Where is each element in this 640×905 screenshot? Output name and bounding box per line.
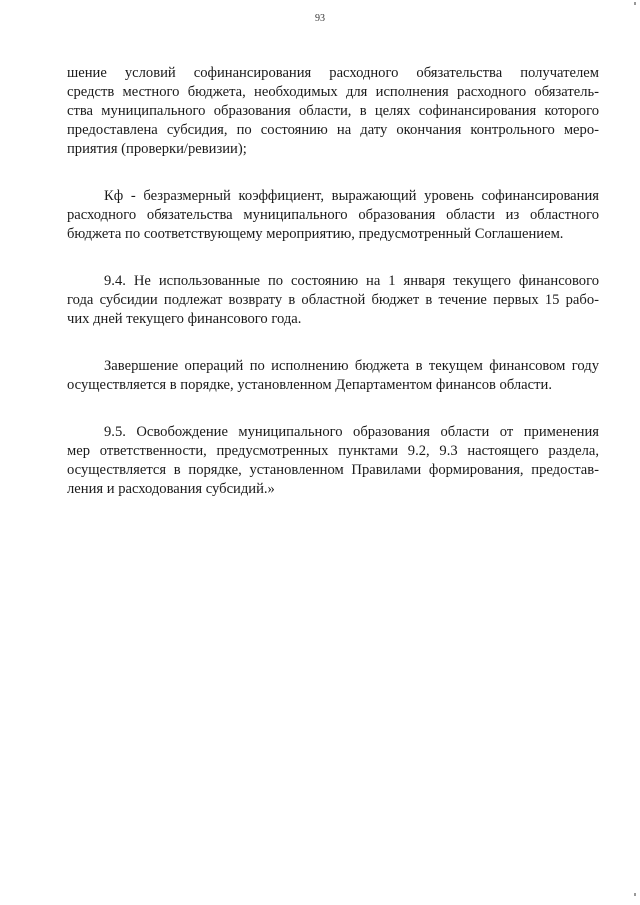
text-line: осуществляется в порядке, установленном Департаментом финансов области.	[67, 377, 552, 393]
document-body	[67, 64, 599, 527]
paragraph-9-4	[67, 272, 599, 329]
text-line: бюджета по соответствующему мероприятию, предусмотренный Соглашением.	[67, 226, 564, 242]
scan-edge-mark	[634, 893, 636, 896]
page-number: 93	[315, 13, 325, 24]
text-line: Кф - безразмерный коэффициент, выражающий уровень софинансирования	[104, 188, 599, 204]
text-line: 9.4. Не использованные по состоянию на 1 января текущего финансового	[104, 273, 599, 289]
text-line: Завершение операций по исполнению бюджета в текущем финансовом году	[104, 358, 599, 374]
text-line: 9.5. Освобождение муниципального образования области от применения	[104, 424, 599, 440]
text-line: ства муниципального образования области, в целях софинансирования которого	[67, 103, 599, 119]
paragraph-continuation	[67, 64, 599, 159]
text-line: средств местного бюджета, необходимых для исполнения расходного обязатель-	[67, 84, 599, 100]
text-line: ления и расходования субсидий.»	[67, 481, 275, 497]
paragraph-kf-definition	[67, 187, 599, 244]
text-line: предоставлена субсидия, по состоянию на дату окончания контрольного меро-	[67, 122, 599, 138]
text-line: года субсидии подлежат возврату в областной бюджет в течение первых 15 рабо-	[67, 292, 599, 308]
paragraph-budget-completion	[67, 357, 599, 395]
scan-edge-mark	[634, 2, 636, 5]
text-line: шение условий софинансирования расходного обязательства получателем	[67, 65, 599, 81]
text-line: мер ответственности, предусмотренных пунктами 9.2, 9.3 настоящего раздела,	[67, 443, 599, 459]
text-line: осуществляется в порядке, установленном Правилами формирования, предостав-	[67, 462, 599, 478]
paragraph-9-5	[67, 423, 599, 499]
text-line: чих дней текущего финансового года.	[67, 311, 302, 327]
text-line: расходного обязательства муниципального образования области из областного	[67, 207, 599, 223]
text-line: приятия (проверки/ревизии);	[67, 141, 247, 157]
